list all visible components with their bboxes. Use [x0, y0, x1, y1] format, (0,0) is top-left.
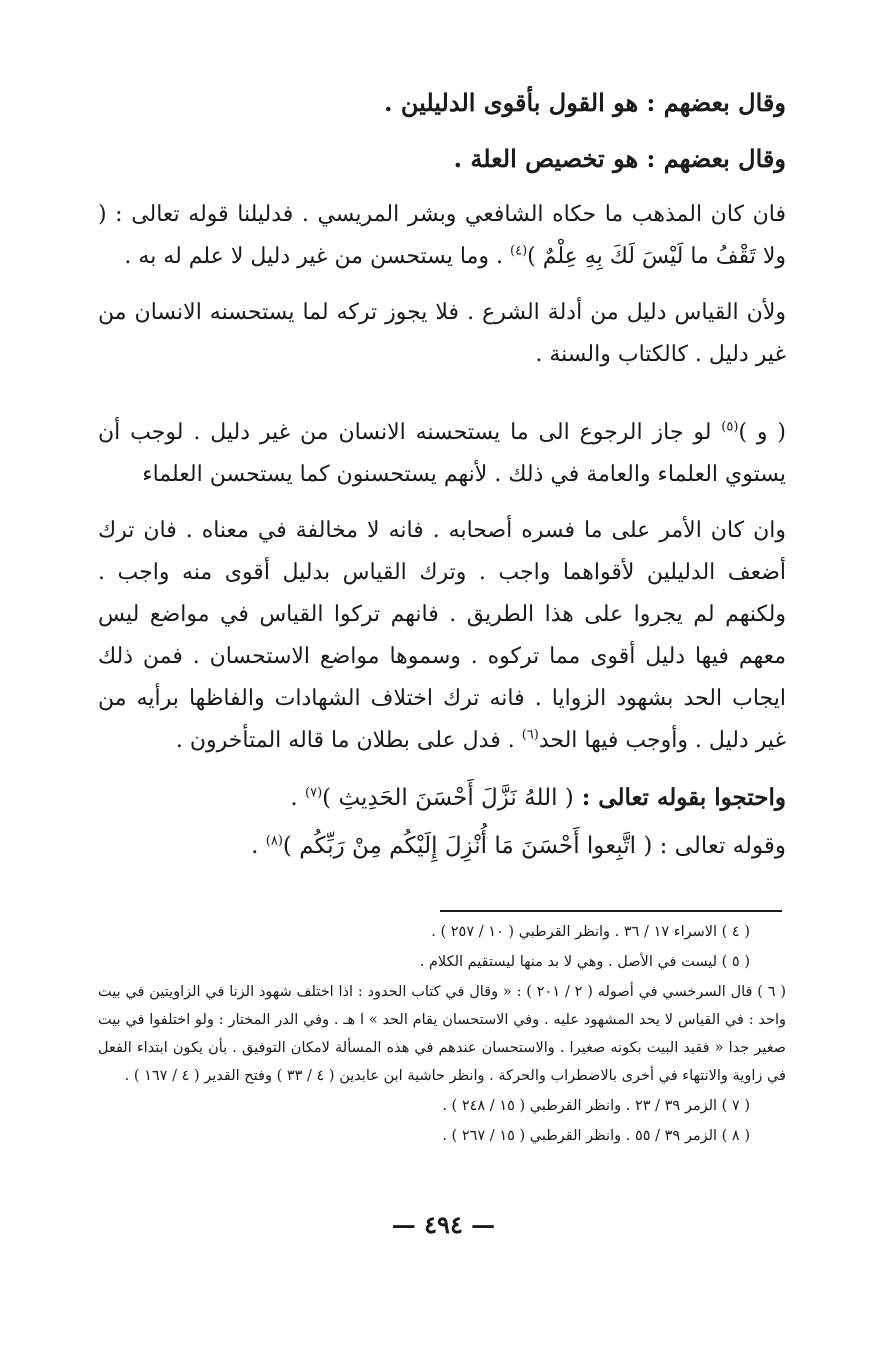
paragraph-qiyas: ولأن القياس دليل من أدلة الشرع . فلا يجوز تركه لما يستحسنه الانسان من غير دليل . كالكتاب والسنة .	[98, 300, 786, 367]
footnote-ref-5[interactable]: (٥)	[721, 419, 739, 435]
verse2-tail: .	[251, 833, 266, 859]
footnote-ref-6[interactable]: (٦)	[521, 727, 539, 743]
page-number: — ٤٩٤ —	[391, 1210, 496, 1239]
footnote-ref-7[interactable]: (٧)	[305, 785, 323, 801]
footnote-ref-8[interactable]: (٨)	[265, 833, 283, 849]
paragraph-companions	[98, 510, 786, 762]
para1-text: فان كان المذهب ما حكاه الشافعي وبشر المريسي . فدليلنا قوله تعالى : ( ولا تَقْفُ ما لَيْسَ لَكَ بِهِ عِلْمٌ )	[98, 202, 786, 269]
footnote-ref-4[interactable]: (٤)	[510, 243, 528, 259]
verse2-lead: وقوله تعالى :	[652, 833, 786, 859]
paragraph-scholars-laymen	[98, 412, 786, 496]
verse1-text: ( اللهُ نَزَّلَ أَحْسَنَ الحَدِيثِ )	[322, 785, 574, 811]
verse1-lead: واحتجوا بقوله تعالى :	[573, 784, 786, 811]
heading-specification-of-cause: وقال بعضهم : هو تخصيص العلة .	[453, 144, 786, 173]
verse1-tail: .	[290, 785, 306, 811]
verse-line-1	[98, 776, 786, 820]
footnote-6: ( ٦ ) قال السرخسي في أصوله ( ٢ / ٢٠١ ) : « وقال في كتاب الحدود : اذا اختلف شهود الزنا في الزاويتين في بيت واحد : في القياس لا يحد المشهود عليه . وفي الاستحسان يقام الحد » ا هـ . وفي الدر المختار : ولو اختلفوا في بيت صغير جدا « فقيد البيت بكونه صغيرا . والاستحسان عندهم في هذه المسألة لامكان التوفيق . بأن يكون ابتداء الفعل في زاوية والانتهاء في أخرى بالاضطراب والحركة . وانظر حاشية ابن عابدين ( ٤ / ٣٣ ) وفتح القدير ( ٤ / ١٦٧ ) .	[98, 984, 786, 1084]
para3-lead: ( و )	[738, 420, 787, 445]
footnote-4: ( ٤ ) الاسراء ١٧ / ٣٦ . وانظر القرطبي ( ١٠ / ٢٥٧ ) .	[431, 924, 750, 940]
verse2-text: ( اتَّبِعوا أَحْسَنَ مَا أُنْزِلَ إِلَيْكُم مِنْ رَبِّكُم )	[282, 833, 653, 859]
footnotes	[98, 918, 786, 1152]
heading-strongest-evidence: وقال بعضهم : هو القول بأقوى الدليلين .	[384, 88, 786, 117]
footnote-8: ( ٨ ) الزمر ٣٩ / ٥٥ . وانظر القرطبي ( ١٥ / ٢٦٧ ) .	[442, 1128, 750, 1144]
verse-line-2	[98, 824, 786, 868]
paragraph-shafii	[98, 194, 786, 278]
para3-text: لو جاز الرجوع الى ما يستحسنه الانسان من غير دليل . لوجب أن يستوي العلماء والعامة في ذلك . لأنهم يستحسنون كما يستحسن العلماء	[98, 420, 786, 487]
para4-text: وان كان الأمر على ما فسره أصحابه . فانه لا مخالفة في معناه . فان ترك أضعف الدليلين لأقواهما واجب . وترك القياس بدليل أقوى منه واجب . ولكنهم لم يجروا على هذا الطريق . فانهم تركوا القياس في مواضع ليس معهم فيها دليل أقوى مما تركوه . وسموها مواضع الاستحسان . فمن ذلك ايجاب الحد بشهود الزوايا . فانه ترك اختلاف الشهادات والفاظها برأيه من غير دليل . وأوجب فيها الحد	[98, 518, 786, 753]
para1-tail: . وما يستحسن من غير دليل لا علم له به .	[124, 244, 511, 269]
para4-tail: . فدل على بطلان ما قاله المتأخرون .	[175, 728, 522, 753]
footnote-7: ( ٧ ) الزمر ٣٩ / ٢٣ . وانظر القرطبي ( ١٥ / ٢٤٨ ) .	[442, 1098, 750, 1114]
footnote-separator	[440, 910, 782, 912]
main-text	[98, 82, 786, 868]
footnote-5: ( ٥ ) ليست في الأصل . وهي لا بد منها ليستقيم الكلام .	[419, 954, 750, 970]
